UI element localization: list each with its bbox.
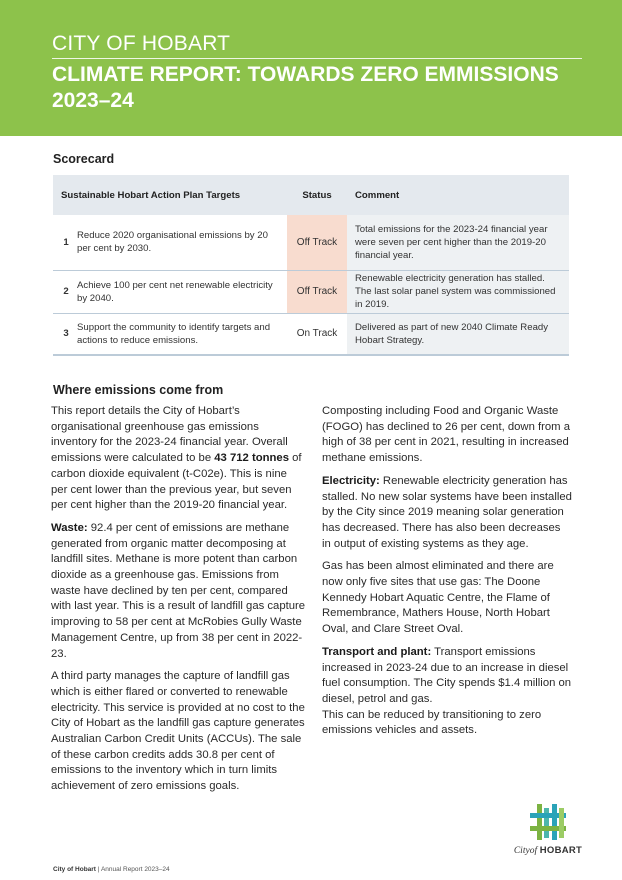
third-party-paragraph: A third party manages the capture of landfill gas which is either flared or converted to renewable electricity. This service is provided at no cost to the City of Hobart as the landfill gas capture generates Australian Carbon Credit Units (ACCUs). The sale of these carbon credits adds 30.8 per cent of emissions to the inventory which in turn limits achievement of zero emissions goals. <box>51 670 305 793</box>
emissions-heading: Where emissions come from <box>53 383 224 397</box>
footer-org: City of Hobart <box>53 866 96 873</box>
column-header-status: Status <box>287 175 347 215</box>
column-header-targets: Sustainable Hobart Action Plan Targets <box>53 175 287 215</box>
transport-text: Transport emissions increased in 2023-24 due to an increase in diesel fuel consumption. The City spends $1.4 million on diesel, petrol and gas. <box>322 645 572 705</box>
composting-paragraph: Composting including Food and Organic Waste (FOGO) has declined to 26 per cent, down from a high of 38 per cent in 2021, resulting in increased methane emissions. <box>322 405 571 465</box>
table-row <box>53 215 569 270</box>
intro-text-a: This report details the City of Hobart’s organisational greenhouse gas emissions inventory for the 2023-24 financial year. Overall emissions were calculated to be <box>51 405 288 465</box>
electricity-paragraph <box>322 474 572 553</box>
logo-wordmark <box>508 845 588 856</box>
footer-separator: | <box>97 866 100 873</box>
row-comment: Total emissions for the 2023-24 financial year were seven per cent higher than the 2019-20 financial year. <box>347 215 569 270</box>
waste-paragraph <box>51 521 306 662</box>
scorecard-table <box>53 175 569 356</box>
page-footer <box>53 866 170 873</box>
intro-paragraph <box>51 404 306 514</box>
transport-paragraph <box>322 645 572 739</box>
row-comment: Delivered as part of new 2040 Climate Ready Hobart Strategy. <box>347 313 569 355</box>
logo-hobart: HOBART <box>539 845 583 856</box>
row-number: 2 <box>53 270 73 313</box>
city-of-hobart-logo <box>508 802 588 862</box>
column-header-comment: Comment <box>347 175 569 215</box>
row-target: Reduce 2020 organisational emissions by 20 per cent by 2030. <box>73 215 287 270</box>
status-badge-off-track: Off Track <box>287 270 347 313</box>
total-emissions-value: 43 712 tonnes <box>214 452 289 465</box>
scorecard-header-row <box>53 175 569 215</box>
table-row <box>53 270 569 313</box>
table-row <box>53 313 569 355</box>
page-title: CLIMATE REPORT: TOWARDS ZERO EMMISSIONS 2023–24 <box>52 63 559 112</box>
transport-label: Transport and plant: <box>322 645 432 658</box>
logo-city: City <box>513 846 530 856</box>
header-divider <box>52 58 582 59</box>
scorecard-heading: Scorecard <box>53 152 115 166</box>
row-target: Achieve 100 per cent net renewable electricity by 2040. <box>73 270 287 313</box>
header-banner <box>0 0 622 136</box>
row-comment: Renewable electricity generation has stalled. The last solar panel system was commissioned in 2019. <box>347 270 569 313</box>
status-badge-on-track: On Track <box>287 313 347 355</box>
status-badge-off-track: Off Track <box>287 215 347 270</box>
electricity-text: Renewable electricity generation has stalled. No new solar systems have been installed by the City since 2019 meaning solar generation has decreased. There has also been decreases in output of existing systems as they age. <box>322 474 572 550</box>
right-column <box>322 404 572 746</box>
hobart-logo-icon <box>528 802 568 842</box>
org-name: CITY OF HOBART <box>52 32 231 55</box>
electricity-label: Electricity: <box>322 474 380 487</box>
waste-text: 92.4 per cent of emissions are methane generated from organic matter decomposing at landfill sites. Methane is more potent than carbon dioxide as a greenhouse gas. Emissions from waste have declined by ten per cent, compared with last year. This is a result of landfill gas capture improving to 58 per cent at McRobies Gully Waste Management Centre, up from 38 per cent in 2022-23. <box>51 521 306 660</box>
row-number: 3 <box>53 313 73 355</box>
intro-text-b: of carbon dioxide equivalent (t-C02e). This is nine per cent lower than the previous year, but seven per cent higher than the 2019-20 financial year. <box>51 452 302 512</box>
left-column <box>51 404 306 802</box>
row-target: Support the community to identify targets and actions to reduce emissions. <box>73 313 287 355</box>
row-number: 1 <box>53 215 73 270</box>
gas-paragraph: Gas has been almost eliminated and there are now only five sites that use gas: The Doone Kennedy Hobart Aquatic Centre, the Flame of Remembrance, Mathers House, North Hobart Oval, and Clare Street Oval. <box>322 560 554 636</box>
transport-text-2: This can be reduced by transitioning to zero emissions vehicles and assets. <box>322 708 542 737</box>
logo-of: of <box>529 846 538 856</box>
footer-text: Annual Report 2023–24 <box>100 866 170 873</box>
waste-label: Waste: <box>51 521 88 534</box>
